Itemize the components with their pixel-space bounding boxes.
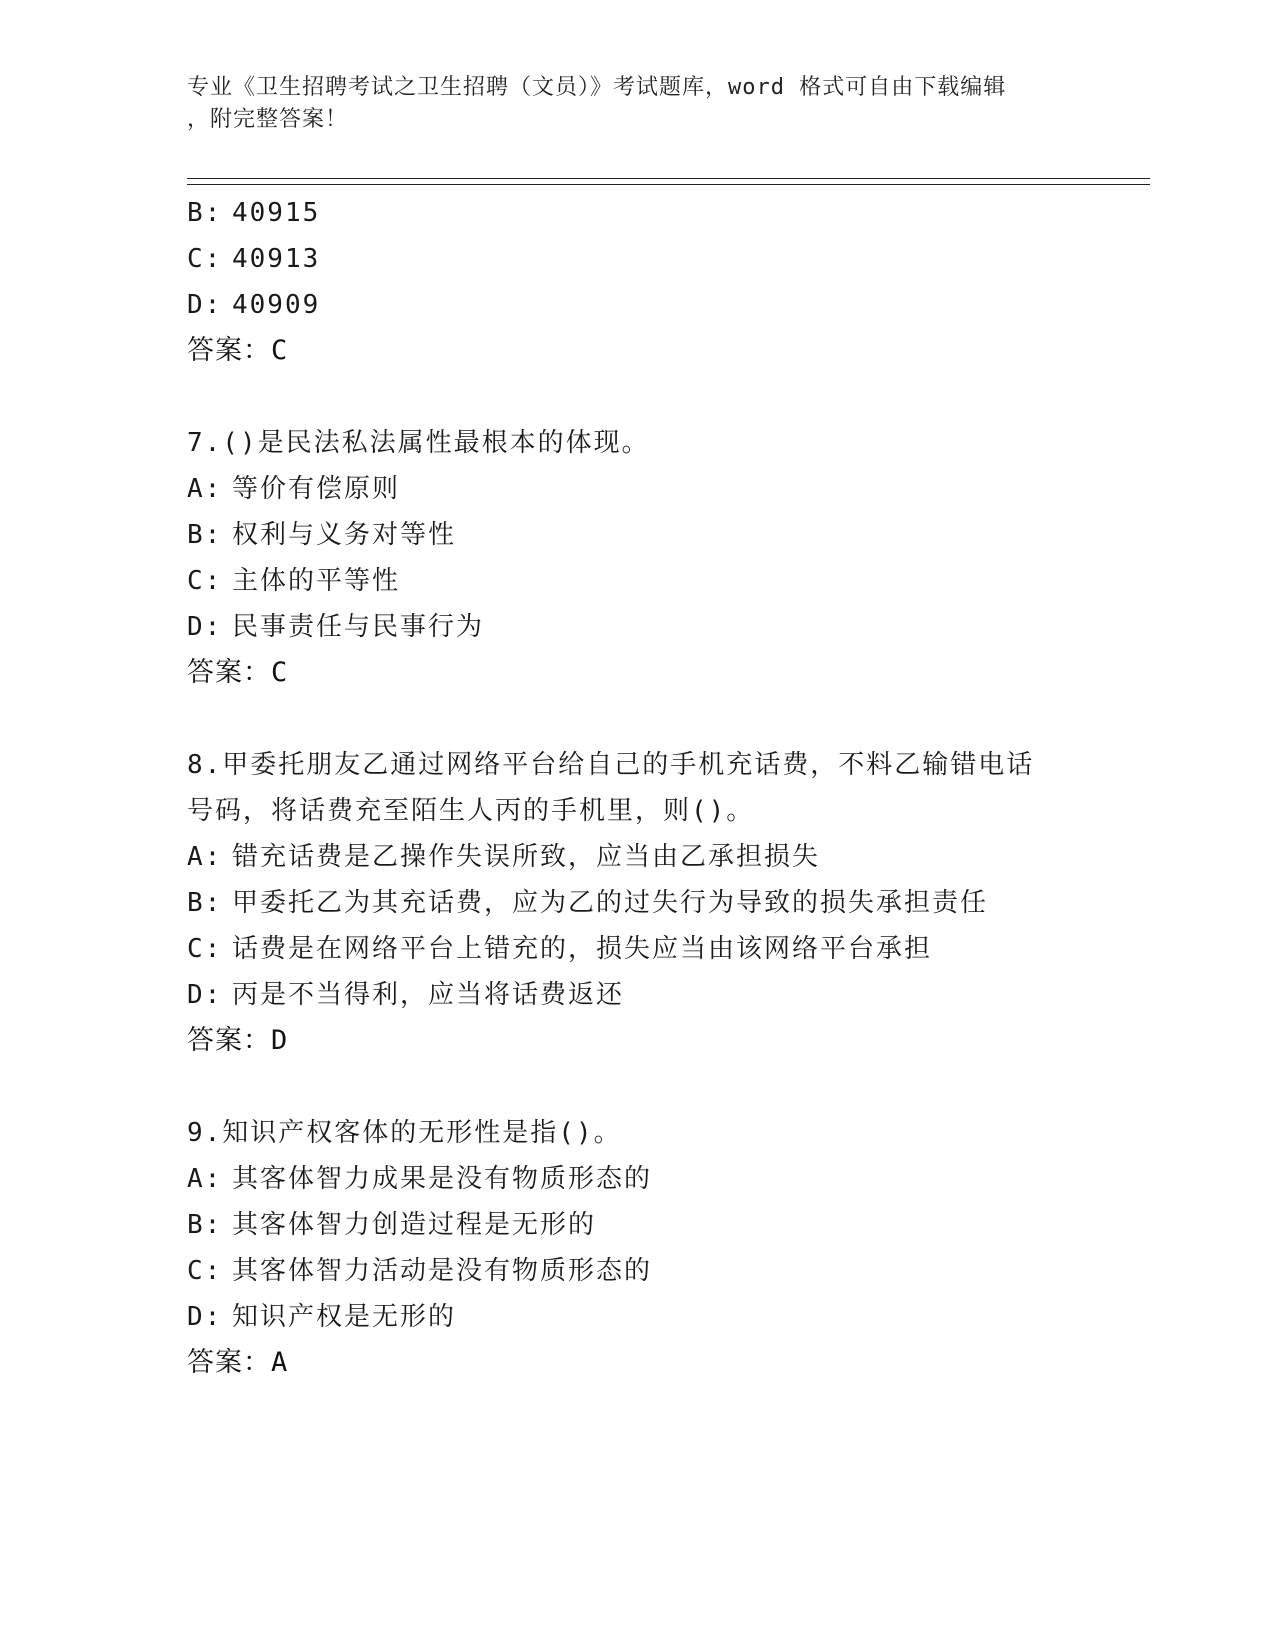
answer-value: C: [271, 335, 289, 366]
option-text: 甲委托乙为其充话费，应为乙的过失行为导致的损失承担责任: [232, 888, 989, 918]
header-line-2: ，附完整答案！: [187, 107, 349, 132]
option-text: 错充话费是乙操作失误所致，应当由乙承担损失: [232, 842, 821, 872]
option-label: D:: [187, 1302, 223, 1332]
spacer: [187, 374, 1147, 420]
answer-label: 答案：: [187, 1347, 271, 1378]
option-text: 40913: [232, 244, 321, 274]
option-label: D:: [187, 290, 223, 320]
option-row: [187, 972, 1147, 1018]
question-stem-continued: 号码，将话费充至陌生人丙的手机里，则()。: [187, 796, 755, 826]
option-label: A:: [187, 474, 223, 504]
header-line-1: 专业《卫生招聘考试之卫生招聘（文员）》考试题库，word 格式可自由下载编辑: [187, 75, 1007, 100]
partial-question: [187, 190, 1147, 374]
option-text: 40915: [232, 198, 321, 228]
answer-line: [187, 650, 1147, 696]
option-label: C:: [187, 1256, 223, 1286]
option-text: 民事责任与民事行为: [232, 612, 485, 642]
document-header: [187, 72, 1087, 136]
answer-line: [187, 328, 1147, 374]
option-label: B:: [187, 520, 223, 550]
option-text: 主体的平等性: [232, 566, 401, 596]
spacer: [187, 696, 1147, 742]
option-row: [187, 236, 1147, 282]
option-label: B:: [187, 198, 223, 228]
answer-value: C: [271, 657, 289, 688]
option-label: C:: [187, 244, 223, 274]
option-row: [187, 1248, 1147, 1294]
question-stem: 9.知识产权客体的无形性是指()。: [187, 1118, 622, 1148]
option-row: [187, 880, 1147, 926]
question-stem: 8.甲委托朋友乙通过网络平台给自己的手机充话费，不料乙输错电话: [187, 750, 1035, 780]
answer-label: 答案：: [187, 335, 271, 366]
option-label: C:: [187, 566, 223, 596]
answer-line: [187, 1340, 1147, 1386]
option-row: [187, 834, 1147, 880]
option-row: [187, 512, 1147, 558]
question-stem: 7.()是民法私法属性最根本的体现。: [187, 428, 650, 458]
spacer: [187, 1064, 1147, 1110]
option-text: 等价有偿原则: [232, 474, 401, 504]
option-text: 40909: [232, 290, 321, 320]
option-text: 话费是在网络平台上错充的，损失应当由该网络平台承担: [232, 934, 933, 964]
answer-line: [187, 1018, 1147, 1064]
question-content: [187, 190, 1147, 1386]
option-text: 其客体智力活动是没有物质形态的: [232, 1256, 653, 1286]
answer-label: 答案：: [187, 657, 271, 688]
option-label: A:: [187, 1164, 223, 1194]
option-row: [187, 926, 1147, 972]
option-row: [187, 282, 1147, 328]
option-row: [187, 190, 1147, 236]
answer-value: D: [271, 1025, 289, 1056]
option-row: [187, 604, 1147, 650]
option-label: A:: [187, 842, 223, 872]
option-label: D:: [187, 612, 223, 642]
answer-label: 答案：: [187, 1025, 271, 1056]
option-row: [187, 558, 1147, 604]
option-text: 其客体智力创造过程是无形的: [232, 1210, 597, 1240]
option-text: 权利与义务对等性: [232, 520, 457, 550]
question-9: [187, 1110, 1147, 1386]
option-text: 丙是不当得利，应当将话费返还: [232, 980, 625, 1010]
question-7: [187, 420, 1147, 696]
option-text: 其客体智力成果是没有物质形态的: [232, 1164, 653, 1194]
answer-value: A: [271, 1347, 289, 1378]
question-8: [187, 742, 1147, 1064]
option-row: [187, 1202, 1147, 1248]
option-label: B:: [187, 888, 223, 918]
option-label: B:: [187, 1210, 223, 1240]
option-text: 知识产权是无形的: [232, 1302, 457, 1332]
option-row: [187, 1294, 1147, 1340]
option-row: [187, 1156, 1147, 1202]
option-row: [187, 466, 1147, 512]
header-double-rule: [187, 178, 1150, 185]
option-label: C:: [187, 934, 223, 964]
option-label: D:: [187, 980, 223, 1010]
